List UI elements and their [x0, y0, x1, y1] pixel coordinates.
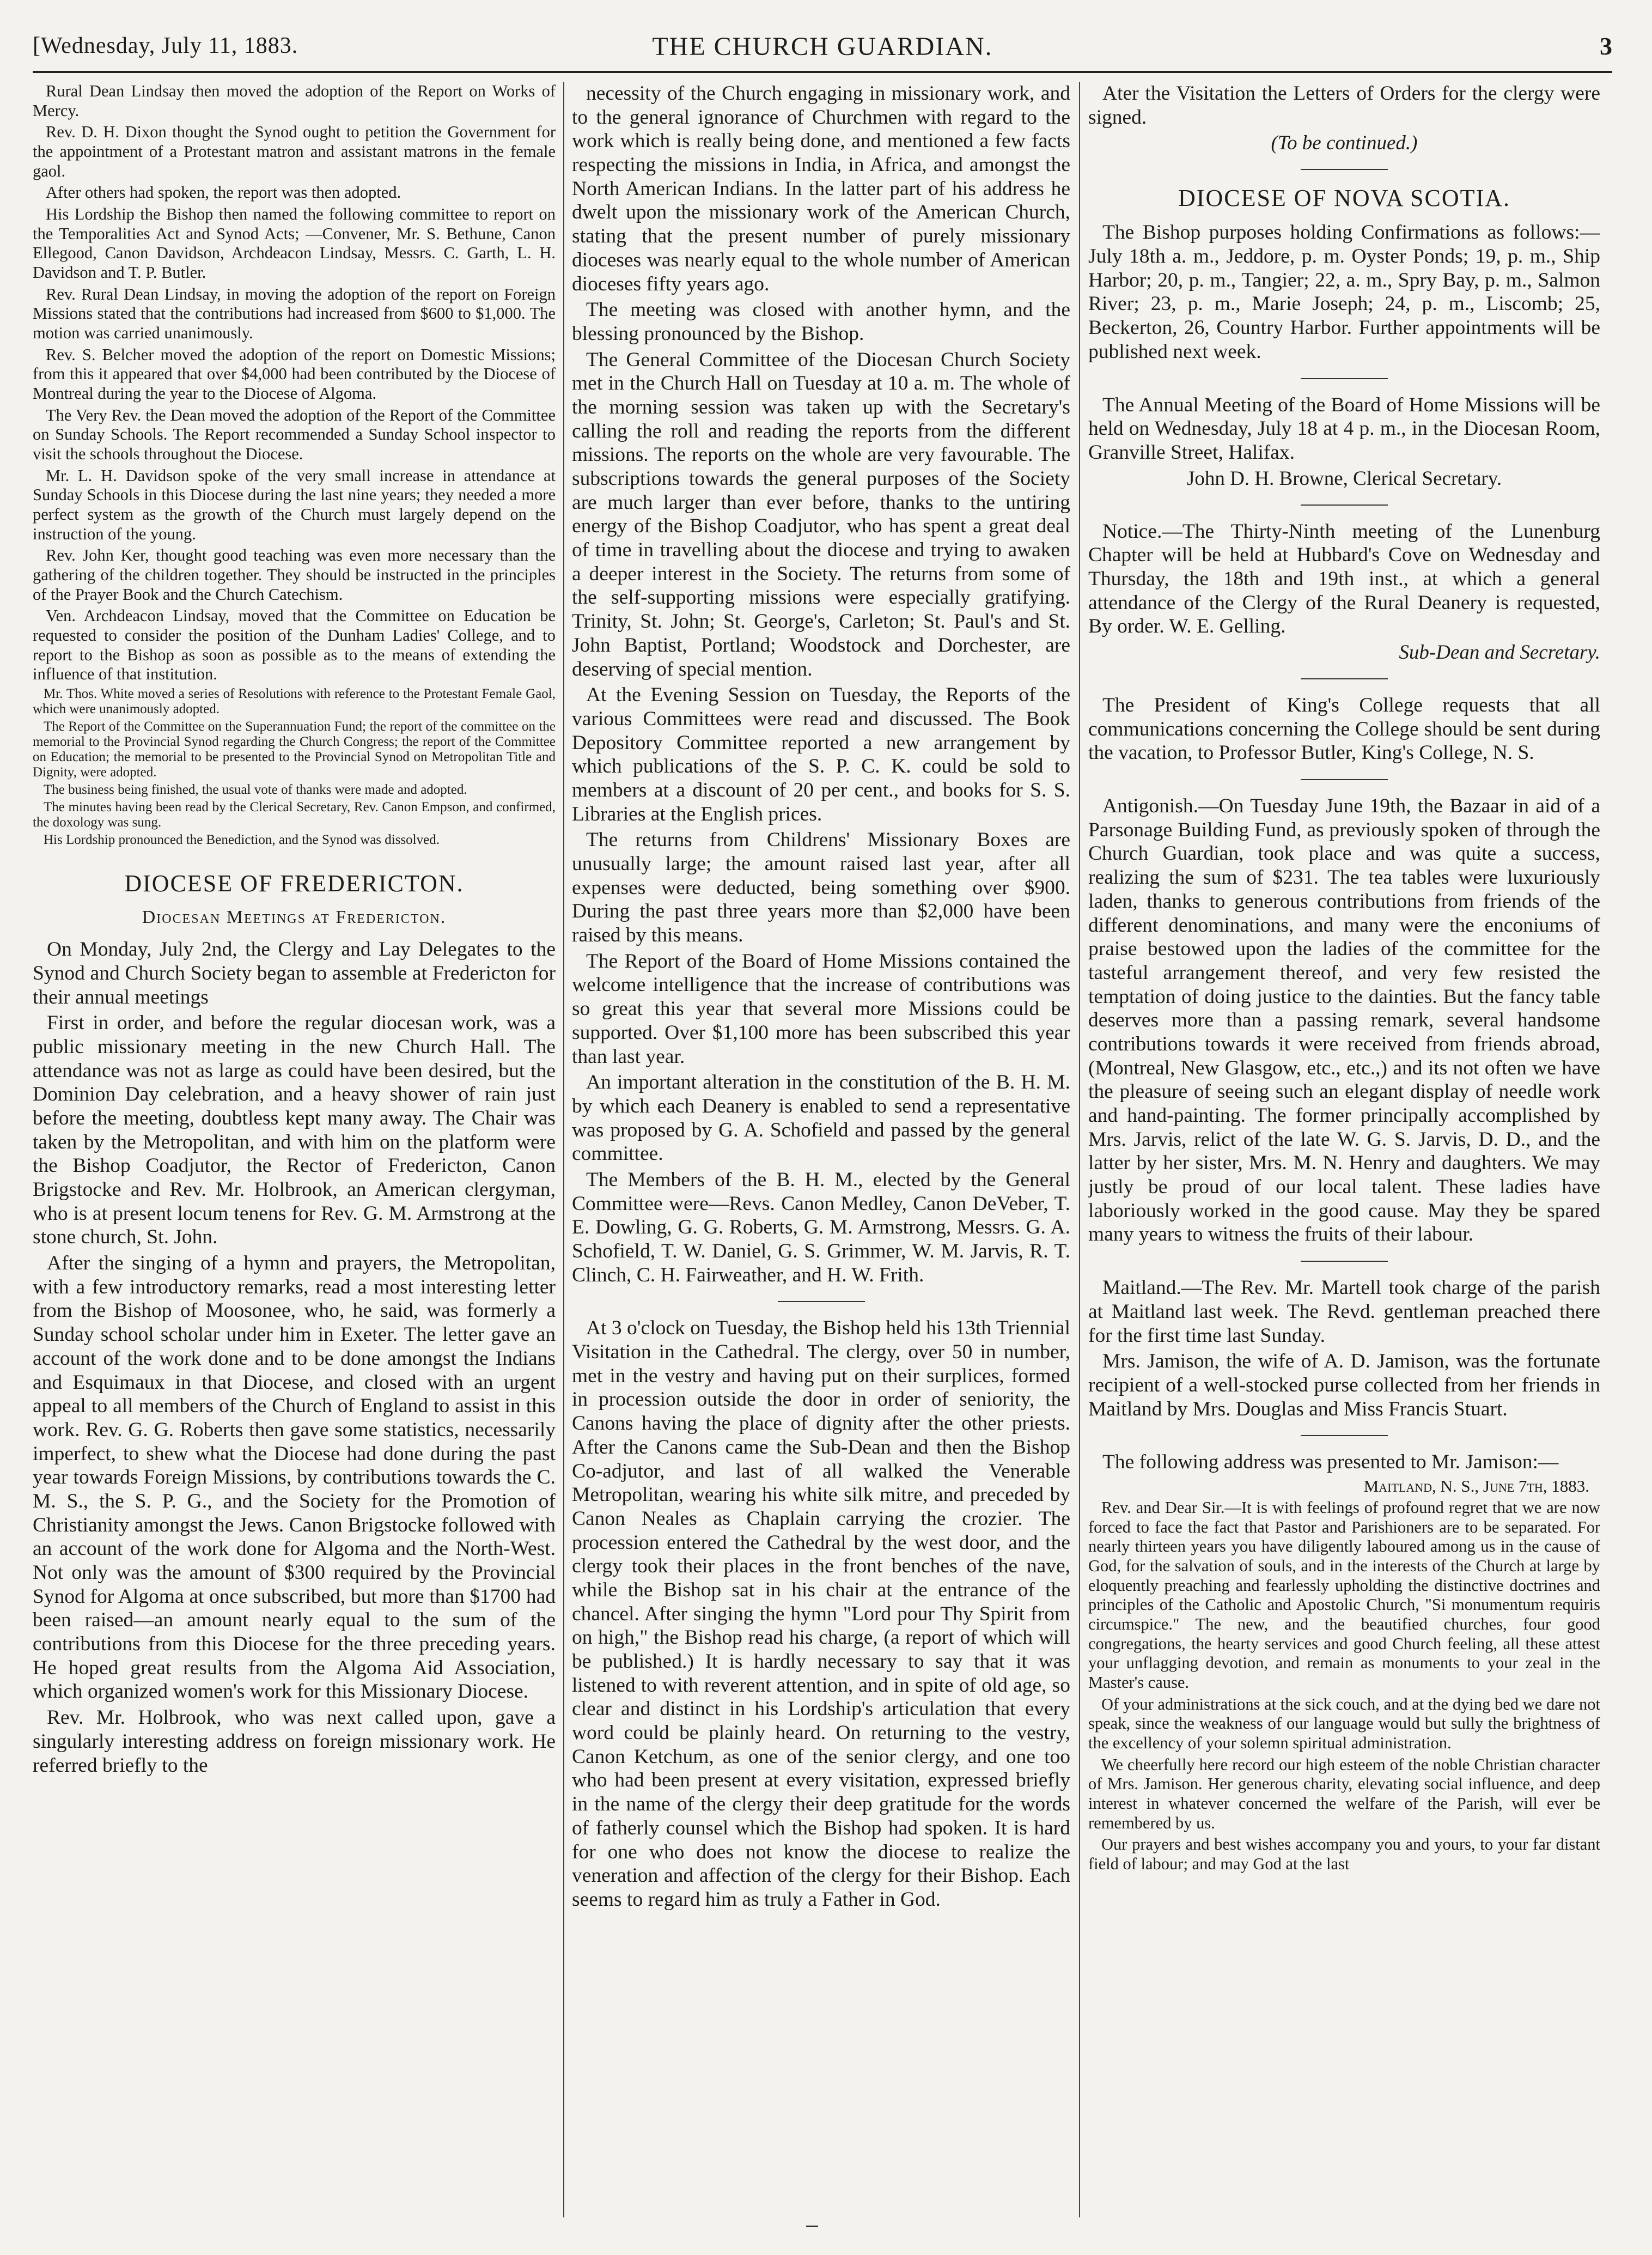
signature: John D. H. Browne, Clerical Secretary. [1186, 467, 1502, 490]
paragraph-address-intro: The following address was presented to Mr. Jamison:— [1102, 1451, 1559, 1474]
paragraph: The returns from Childrens' Missionary Boxes are unusually large; the amount raised last year, after all expenses were deducted, being something over $900. During the past three years more than $2,000 have been raised by this means. [572, 829, 1070, 947]
nova-scotia-notices [1088, 221, 1600, 1474]
paragraph: The meeting was closed with another hymn, and the blessing pronounced by the Bishop. [572, 299, 1070, 345]
section-heading-nova-scotia: DIOCESE OF NOVA SCOTIA. [1178, 185, 1510, 212]
paragraph: Rev. S. Belcher moved the adoption of the report on Domestic Missions; from this it appeared that over $4,000 had been contributed by the Diocese of Montreal during the year to the Diocese of Algoma. [33, 345, 556, 403]
paragraph: His Lordship the Bishop then named the following committee to report on the Temporalities Act and Synod Acts; —Convener, Mr. S. Bethune, Canon Ellegood, Canon Davidson, Archdeacon Lindsay, Messrs. C. Garth, L. H. Davidson and T. P. Butler. [33, 205, 556, 282]
masthead [33, 28, 1612, 73]
paragraph: The business being finished, the usual vote of thanks were made and adopted. [44, 782, 467, 798]
paragraph: Mr. Thos. White moved a series of Resolutions with reference to the Protestant Female Gaol, which were unanimously adopted. [33, 686, 556, 717]
to-be-continued: (To be continued.) [1271, 132, 1418, 155]
subheading-diocesan-meetings: Diocesan Meetings at Fredericton. [142, 907, 447, 928]
paragraph: An important alteration in the constitution of the B. H. M. by which each Deanery is enabled to send a representative was proposed by G. A. Schofield and passed by the general committee. [572, 1071, 1070, 1165]
paragraph: First in order, and before the regular diocesan work, was a public missionary meeting in the new Church Hall. The attendance was not as large as could have been desired, but the Dominion Day celebration, and a heavy shower of rain just before the meeting, doubtless kept many away. The Chair was taken by the Metropolitan, and with him on the platform were the Bishop Coadjutor, the Rector of Fredericton, Canon Brigstocke and Rev. Mr. Holbrook, an American clergyman, who is at present locum tenens for Rev. G. M. Armstrong at the stone church, St. John. [33, 1012, 556, 1249]
fredericton-article [33, 938, 556, 1777]
issue-date: [Wednesday, July 11, 1883. [33, 33, 298, 58]
page-end-mark [806, 2226, 818, 2227]
paragraph-confirmations: The Bishop purposes holding Confirmations as follows:—July 18th a. m., Jeddore, p. m. Oyster Ponds; 19, p. m., Ship Harbor; 20, p. m., Tangier; 22, a. m., Spry Bay, p. m., Salmon River; 23, p. m., Marie Joseph; 24, p. m., Liscomb; 25, Beckerton, 26, Country Harbor. Further appointments will be published next week. [1088, 221, 1600, 363]
visitation-conclusion [1088, 82, 1600, 129]
montreal-synod-closing [33, 686, 556, 848]
paragraph-maitland: Mrs. Jamison, the wife of A. D. Jamison, was the fortunate recipient of a well-stocked purse collected from her friends in Maitland by Mrs. Douglas and Miss Francis Stuart. [1088, 1350, 1600, 1420]
paragraph-antigonish: Antigonish.—On Tuesday June 19th, the Bazaar in aid of a Parsonage Building Fund, as previously spoken of through the Church Guardian, took place and was quite a success, realizing the sum of $231. The tea tables were luxuriously laden, thanks to generous contributions from friends of the different denominations, and many were the enconiums of praise bestowed upon the ladies of the committee for the tasteful arrangement thereof, and very few resisted the temptation of doing justice to the dainties. But the fancy table deserves more than a passing remark, several handsome contributions towards it were received from friends abroad, (Montreal, New Glasgow, etc., etc.,) and its not often we have the pleasure of seeing such an elegant display of needle work and hand-painting. The former principally accomplished by Mrs. Jarvis, relict of the late W. G. S. Jarvis, D. D., and the latter by her sister, Mrs. M. N. Henry and daughters. We may justly be proud of our local talent. These ladies have laboriously worked in the good cause. May they be spared many years to witness the fruits of their labour. [1088, 795, 1600, 1246]
section-divider [1301, 1261, 1388, 1262]
paragraph: Our prayers and best wishes accompany you and yours, to your far distant field of labour; and may God at the last [1088, 1835, 1600, 1874]
paragraph: We cheerfully here record our high esteem of the noble Christian character of Mrs. Jamison. Her generous charity, elevating social influence, and deep interest in whatever concerned the welfare of the Parish, will ever be remembered by us. [1088, 1755, 1600, 1832]
section-divider [1301, 378, 1388, 379]
column-2 [572, 82, 1070, 2217]
paragraph: The Report of the Board of Home Missions contained the welcome intelligence that the increase of contributions was so great this year that several more Missions could be supported. Over $1,100 more has been subscribed this year than last year. [572, 950, 1070, 1068]
section-divider [1301, 169, 1388, 170]
paragraph: At 3 o'clock on Tuesday, the Bishop held his 13th Triennial Visitation in the Cathedral. The clergy, over 50 in number, met in the vestry and having put on their surplices, formed in procession outside the door in order of seniority, the Canons having the place of dignity after the other priests. After the Canons came the Sub-Dean and then the Bishop Co-adjutor, and last of all walked the Venerable Metropolitan, wearing his white silk mitre, and preceded by Canon Neales as Chaplain carrying the crozier. The procession entered the Cathedral by the west door, and the clergy took their places in the front benches of the nave, while the Bishop sat in his chair at the entrance of the chancel. After singing the hymn "Lord pour Thy Spirit from on high," the Bishop read his charge, (a report of which will be published.) It is hardly necessary to say that it was listened to with reverent attention, and in spite of old age, so clear and distinct in his Lordship's articulation that every word could be plainly heard. On returning to the vestry, Canon Ketchum, as one of the senior clergy, and one too who had been present at every visitation, expressed briefly in the name of the clergy their deep gratitude for the words of fatherly counsel which the Bishop had spoken. It is hard for one who does not know the diocese to realize the veneration and affection of the clergy for their Bishop. Each seems to regard him as truly a Father in God. [572, 1317, 1070, 1911]
paragraph: After the singing of a hymn and prayers, the Metropolitan, with a few introductory remarks, read a most interesting letter from the Bishop of Moosonee, who, he said, was formerly a Sunday school scholar under him in Exeter. The letter gave an account of the work done and to be done amongst the Indians and Esquimaux in that Diocese, and closed with an urgent appeal to all members of the Church of England to assist in this work. Rev. G. G. Roberts then gave some statistics, necessarily imperfect, to shew what the Diocese had done during the past year towards Foreign Missions, by contributions towards the C. M. S., the S. P. G., and the Society for the Promotion of Christianity amongst the Jews. Canon Brigstocke followed with an account of the work done for Algoma and the North-West. Not only was the amount of $300 required by the Provincial Synod for Algoma at once subscribed, but more than $1700 had been raised—an amount nearly equal to the sum of the contributions from this Diocese for the three preceding years. He hoped great results from the Algoma Aid Association, which organized women's work for this Missionary Diocese. [33, 1252, 556, 1703]
section-divider [1301, 505, 1388, 506]
paragraph: On Monday, July 2nd, the Clergy and Lay Delegates to the Synod and Church Society began to assemble at Fredericton for their annual meetings [33, 938, 556, 1008]
paragraph: The Members of the B. H. M., elected by the General Committee were—Revs. Canon Medley, Canon DeVeber, T. E. Dowling, G. G. Roberts, G. M. Armstrong, Messrs. G. A. Schofield, T. W. Daniel, G. S. Grimmer, W. M. Jarvis, R. T. Clinch, C. H. Fairweather, and H. W. Frith. [572, 1168, 1070, 1286]
paragraph: His Lordship pronounced the Benediction, and the Synod was dissolved. [44, 832, 440, 848]
paragraph: Rev. Mr. Holbrook, who was next called upon, gave a singularly interesting address on foreign missionary work. He referred briefly to the [33, 1706, 556, 1777]
column-3 [1088, 82, 1600, 2217]
paragraph: Ater the Visitation the Letters of Orders for the clergy were signed. [1088, 82, 1600, 129]
page-number: 3 [1600, 32, 1612, 60]
paragraph-kings-college: The President of King's College requests that all communications concerning the College should be sent during the vacation, to Professor Butler, King's College, N. S. [1088, 694, 1600, 764]
paragraph: The Very Rev. the Dean moved the adoption of the Report of the Committee on Sunday Schools. The Report recommended a Sunday School inspector to visit the schools throughout the Diocese. [33, 405, 556, 464]
fredericton-article-continued [572, 82, 1070, 1287]
column-1 [33, 82, 556, 2217]
paragraph: After others had spoken, the report was then adopted. [46, 183, 401, 202]
section-divider [778, 1301, 865, 1302]
paragraph: Ven. Archdeacon Lindsay, moved that the Committee on Education be requested to consider the position of the Dunham Ladies' College, and to report to the Bishop as soon as possible as to the means of extending the influence of that institution. [33, 606, 556, 684]
paragraph: Of your administrations at the sick couch, and at the dying bed we dare not speak, since the weakness of our language would but sully the brightness of the excellency of your solemn spiritual administration. [1088, 1694, 1600, 1752]
paragraph: Rural Dean Lindsay then moved the adoption of the Report on Works of Mercy. [33, 82, 556, 120]
paragraph: The Report of the Committee on the Superannuation Fund; the report of the committee on the memorial to the Provincial Synod regarding the Church Congress; the report of the Committee on Education; the memorial to be presented to the Provincial Synod on Metropolitan Title and Dignity, were adopted. [33, 719, 556, 780]
paragraph: Mr. L. H. Davidson spoke of the very small increase in attendance at Sunday Schools in this Diocese during the last nine years; they needed a more perfect system as the growth of the Church must largely depend on the instruction of the young. [33, 466, 556, 543]
paragraph: Rev. John Ker, thought good teaching was even more necessary than the gathering of the children together. They should be instructed in the principles of the Prayer Book and the Church Catechism. [33, 546, 556, 604]
signature-title: Sub-Dean and Secretary. [1399, 641, 1600, 664]
address-dateline: Maitland, N. S., June 7th, 1883. [1363, 1476, 1589, 1496]
section-divider [1301, 779, 1388, 780]
paragraph-annual-meeting: The Annual Meeting of the Board of Home Missions will be held on Wednesday, July 18 at 4 p. m., in the Diocesan Room, Granville Street, Halifax. [1088, 393, 1600, 464]
paragraph: The General Committee of the Diocesan Church Society met in the Church Hall on Tuesday at 10 a. m. The whole of the morning session was taken up with the Secretary's calling the roll and reading the reports from the different missions. The reports on the whole are very favourable. The subscriptions towards the general purposes of the Society are much larger than ever before, thanks to the untiring energy of the Bishop Coadjutor, who has spent a great deal of time in travelling about the diocese and trying to awaken a deeper interest in the Society. The returns from some of the self-supporting missions were especially gratifying. Trinity, St. John; St. George's, Carleton; St. Paul's and St. John Baptist, Portland; Woodstock and Dorchester, are deserving of special mention. [572, 348, 1070, 680]
visitation-article [572, 1316, 1070, 1911]
column-rule [1079, 82, 1080, 2217]
section-divider [1301, 1435, 1388, 1436]
paragraph: The minutes having been read by the Clerical Secretary, Rev. Canon Empson, and confirmed, the doxology was sung. [33, 800, 556, 830]
paragraph-notice: Notice.—The Thirty-Ninth meeting of the Lunenburg Chapter will be held at Hubbard's Cove on Wednesday and Thursday, the 18th and 19th inst., at which a general attendance of the Clergy of the Rural Deanery is requested, By order. W. E. Gelling. [1088, 520, 1600, 638]
paragraph: Rev. D. H. Dixon thought the Synod ought to petition the Government for the appointment of a Protestant matron and assistant matrons in the female gaol. [33, 123, 556, 180]
paragraph: At the Evening Session on Tuesday, the Reports of the various Committees were read and discussed. The Book Depository Committee reported a new arrangement by which publications of the S. P. C. K. could be sold to members at a discount of 20 per cent., and books for S. S. Libraries at the English prices. [572, 684, 1070, 825]
newspaper-title: THE CHURCH GUARDIAN. [652, 32, 993, 61]
montreal-synod-report [33, 82, 556, 684]
section-divider [1301, 678, 1388, 679]
address-text [1088, 1498, 1600, 1874]
paragraph: Rev. Rural Dean Lindsay, in moving the adoption of the report on Foreign Missions stated that the contributions had increased from $600 to $1,000. The motion was carried unanimously. [33, 284, 556, 343]
paragraph: Rev. and Dear Sir.—It is with feelings of profound regret that we are now forced to face the fact that Pastor and Parishioners are to be separated. For nearly thirteen years you have diligently laboured among us in the cause of God, for the salvation of souls, and in the interests of the Church at large by eloquently preaching and fearlessly upholding the distinctive doctrines and principles of the Catholic and Apostolic Church, "Si monumentum requiris circumspice." The new, and the beautified churches, four good congregations, the hearty services and good Church feeling, all these attest your unflagging devotion, and remain as monuments to your zeal in the Master's cause. [1088, 1498, 1600, 1692]
section-heading-fredericton: DIOCESE OF FREDERICTON. [124, 870, 464, 897]
paragraph: necessity of the Church engaging in missionary work, and to the general ignorance of Churchmen with regard to the work which is really being done, and mentioned a few facts respecting the missions in India, in Africa, and amongst the North American Indians. In the latter part of his address he dwelt upon the missionary work of the American Church, stating that the present number of purely missionary dioceses was nearly equal to the whole number of American dioceses fifty years ago. [572, 82, 1070, 295]
paragraph-maitland: Maitland.—The Rev. Mr. Martell took charge of the parish at Maitland last week. The Revd. gentleman preached there for the first time last Sunday. [1088, 1277, 1600, 1347]
column-rule [563, 82, 564, 2217]
